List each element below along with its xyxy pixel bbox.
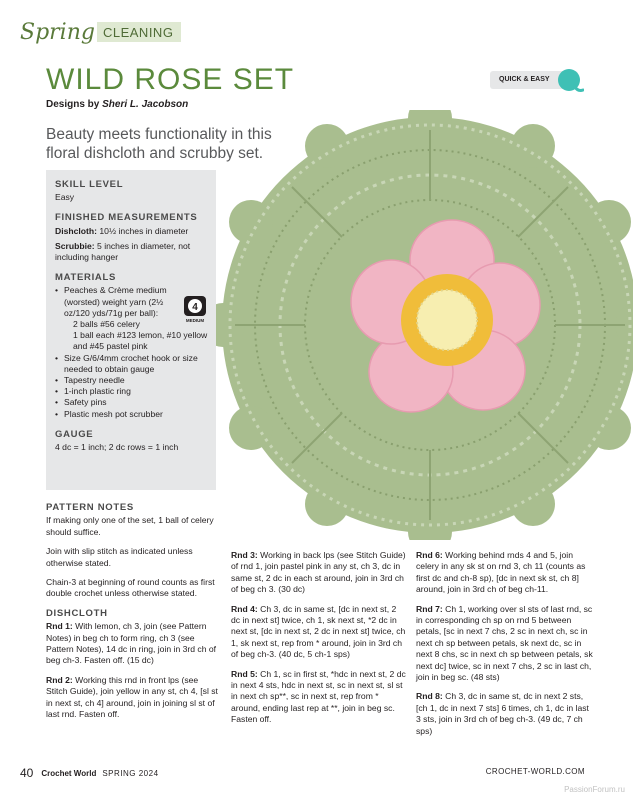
gauge-section — [55, 429, 208, 453]
q-circle-icon — [556, 68, 584, 94]
section-header — [20, 18, 181, 46]
round-1: Rnd 1: With lemon, ch 3, join (see Pattern Notes) in beg ch to form ring, ch 3 (see Pattern Notes), 14 dc in ring, join in 3rd ch of beg ch-3. Fasten off. (15 dc) — [46, 621, 217, 666]
quick-easy-label: QUICK & EASY — [490, 71, 578, 89]
list-item: 2 balls #56 celery — [73, 319, 140, 330]
round-4: Rnd 4: Ch 3, dc in same st, [dc in next st, 2 dc in next st] twice, ch 1, sk next st, *2 dc in next st, [dc in next st, 2 dc in next st] twice, ch 1, sk next st, rep from * around, join in 3rd ch of beg ch-3. (40 dc, 5 ch-1 sps) — [231, 603, 406, 660]
designer-credit: Designs by Sheri L. Jacobson — [46, 99, 189, 110]
page-footer — [20, 765, 585, 781]
column-3 — [416, 550, 596, 745]
intro-text: Beauty meets functionality in this floral dishcloth and scrubby set. — [46, 126, 272, 162]
round-2: Rnd 2: Working this rnd in front lps (see Stitch Guide), join yellow in any st, ch 4, [sl st in next st, ch 4] around, join in joining sl st of last rnd. Fasten off. — [46, 674, 218, 720]
designer-name: Sheri L. Jacobson — [102, 99, 189, 110]
yarn-weight-number: 4 — [192, 302, 198, 313]
info-box — [46, 170, 216, 490]
round-6: Rnd 6: Working behind rnds 4 and 5, join celery in any sk st on rnd 3, ch 11 (counts as first dc and ch-8 sp), [dc in next sk st, ch 8] around, join in 3rd ch of beg ch-11. — [416, 550, 586, 595]
list-item: • Tapestry needle — [55, 375, 208, 386]
measurements-heading: FINISHED MEASUREMENTS — [55, 212, 198, 224]
column-1 — [46, 502, 222, 729]
section-label: CLEANING — [97, 22, 181, 42]
round-7: Rnd 7: Ch 1, working over sl sts of last rnd, sc in corresponding ch sp on rnd 5 between petals, [sc in next 7 chs, 2 sc in next ch, sc in next ch sp between petals, sk next dc, sc in next 8 chs, sc in next ch sp between petals, sk next dc] twice, sc in next 7 chs, 2 sc in last ch, join in beg sc. (48 sts) — [416, 603, 593, 683]
list-item: • Peaches & Crème medium (worsted) weight yarn (2½ oz/120 yds/71g per ball): — [55, 285, 208, 319]
page-number: 40 — [20, 766, 34, 780]
column-2 — [231, 550, 407, 734]
quick-easy-badge — [490, 68, 590, 92]
issue-label: SPRING 2024 — [102, 768, 159, 778]
dishcloth-heading: DISHCLOTH — [46, 607, 108, 619]
note-2: Join with slip stitch as indicated unless otherwise stated. — [46, 546, 193, 568]
notes-heading: PATTERN NOTES — [46, 502, 134, 513]
page-title: WILD ROSE SET — [46, 63, 295, 96]
website-link[interactable]: CROCHET-WORLD.COM — [485, 767, 585, 776]
list-item: • Plastic mesh pot scrubber — [55, 409, 208, 420]
round-8: Rnd 8: Ch 3, dc in same st, dc in next 2 sts, [ch 1, dc in next 7 sts] 6 times, ch 1, dc in last 3 sts, join in 3rd ch of beg ch-3. (49 dc, 7 ch sps) — [416, 691, 589, 736]
skill-value: Easy — [55, 192, 75, 203]
gauge-heading: GAUGE — [55, 428, 94, 440]
skill-heading: SKILL LEVEL — [55, 179, 124, 190]
note-1: If making only one of the set, 1 ball of celery should suffice. — [46, 515, 214, 537]
yarn-weight-label: MEDIUM — [185, 318, 205, 323]
gauge-value: 4 dc = 1 inch; 2 dc rows = 1 inch — [55, 442, 179, 453]
skill-section — [55, 179, 208, 203]
round-5: Rnd 5: Ch 1, sc in first st, *hdc in next st, 2 dc in next 4 sts, hdc in next st, sc in next st, sl st in next ch sp**, sc in next st, rep from * around, ending last rep at **, join in beg sc. Fasten off. — [231, 668, 406, 725]
materials-heading: MATERIALS — [55, 272, 117, 284]
note-3: Chain-3 at beginning of round counts as first double crochet unless otherwise stated. — [46, 577, 215, 599]
section-script: Spring — [20, 19, 95, 45]
round-3: Rnd 3: Working in back lps (see Stitch Guide) of rnd 1, join pastel pink in any st, ch 3, dc in same st, 2 dc in each st around, join in 3rd ch of beg ch 3. (30 dc) — [231, 550, 406, 595]
magazine-name: Crochet World — [41, 768, 97, 778]
list-item: • Size G/6/4mm crochet hook or size needed to obtain gauge — [55, 353, 208, 375]
watermark: PassionForum.ru — [564, 785, 625, 794]
list-item: 1 ball each #123 lemon, #10 yellow and #45 pastel pink — [73, 330, 208, 352]
list-item: • 1-inch plastic ring — [55, 386, 208, 397]
dishcloth-photo — [215, 110, 633, 540]
list-item: • Safety pins — [55, 397, 208, 408]
yarn-weight-icon — [183, 295, 207, 323]
measurements-section: FINISHED MEASUREMENTS Dishcloth: 10½ inches in diameter Scrubbie: 5 inches in diameter, not including hanger — [55, 212, 208, 263]
